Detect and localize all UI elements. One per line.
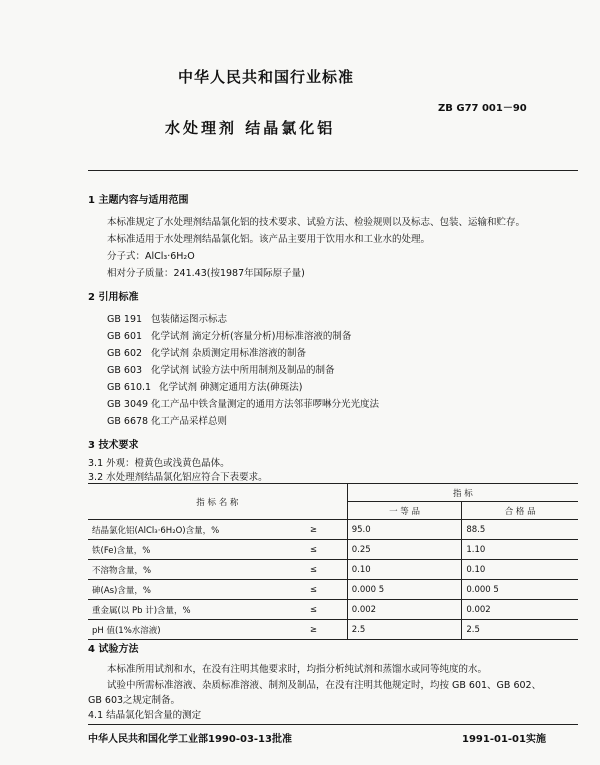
first-grade-value: 0.002 xyxy=(347,600,462,620)
item-name: 铁(Fe)含量，% xyxy=(88,540,280,560)
section-3-heading: 3 技术要求 xyxy=(88,440,139,451)
approval-statement: 中华人民共和国化学工业部1990-03-13批准 xyxy=(88,734,292,745)
column-index-header: 指 标 xyxy=(347,484,578,502)
document-title: 水处理剂 结晶氯化铝 xyxy=(165,119,336,137)
first-grade-value: 0.25 xyxy=(347,540,462,560)
reference-text: 化工产品采样总则 xyxy=(151,416,228,427)
specification-table xyxy=(88,483,578,640)
reference-item xyxy=(107,328,351,342)
qualified-value: 2.5 xyxy=(462,620,578,640)
reference-item xyxy=(107,362,335,376)
standard-heading: 中华人民共和国行业标准 xyxy=(178,68,355,86)
grade-first-header: 一 等 品 xyxy=(347,502,462,520)
comparison-operator: ≤ xyxy=(280,540,347,560)
reference-code: GB 610.1 xyxy=(107,382,152,393)
qualified-value: 1.10 xyxy=(462,540,578,560)
comparison-operator: ≥ xyxy=(280,620,347,640)
reference-text: 化工产品中铁含量测定的通用方法邻菲啰啉分光光度法 xyxy=(151,399,380,410)
reference-item xyxy=(107,413,227,427)
item-name: 结晶氯化铝(AlCl₃·6H₂O)含量，% xyxy=(88,520,280,540)
first-grade-value: 95.0 xyxy=(347,520,462,540)
reference-text: 化学试剂 杂质测定用标准溶液的制备 xyxy=(151,348,307,359)
reference-item xyxy=(107,345,306,359)
reference-code: GB 601 xyxy=(107,331,143,342)
comparison-operator: ≤ xyxy=(280,580,347,600)
reference-code: GB 603 xyxy=(107,365,143,376)
first-grade-value: 0.10 xyxy=(347,560,462,580)
section-2-heading: 2 引用标准 xyxy=(88,292,139,303)
item-name: 不溶物含量，% xyxy=(88,560,280,580)
table-row xyxy=(88,620,578,640)
table-row xyxy=(88,580,578,600)
reference-item xyxy=(107,379,302,393)
item-name: pH 值(1%水溶液) xyxy=(88,620,280,640)
section-4-para-2: 试验中所需标准溶液、杂质标准溶液、制剂及制品，在没有注明其他规定时，均按 GB 601、GB 602、 xyxy=(107,680,542,691)
reference-item xyxy=(107,396,379,410)
first-grade-value: 2.5 xyxy=(347,620,462,640)
section-4-heading: 4 试验方法 xyxy=(88,644,139,655)
qualified-value: 0.000 5 xyxy=(462,580,578,600)
qualified-value: 0.10 xyxy=(462,560,578,580)
first-grade-value: 0.000 5 xyxy=(347,580,462,600)
reference-text: 包装储运图示标志 xyxy=(151,314,228,325)
title-divider xyxy=(88,170,578,171)
section-4-1: 4.1 结晶氯化铝含量的测定 xyxy=(88,710,202,721)
item-name: 砷(As)含量，% xyxy=(88,580,280,600)
section-1-para-2: 本标准适用于水处理剂结晶氯化铝。该产品主要用于饮用水和工业水的处理。 xyxy=(107,234,431,245)
molecular-mass: 相对分子质量：241.43(按1987年国际原子量) xyxy=(107,268,305,279)
molecular-formula: 分子式：AlCl₃·6H₂O xyxy=(107,251,195,262)
section-1-heading: 1 主题内容与适用范围 xyxy=(88,195,189,206)
item-name: 重金属(以 Pb 计)含量，% xyxy=(88,600,280,620)
reference-text: 化学试剂 滴定分析(容量分析)用标准溶液的制备 xyxy=(151,331,352,342)
footer-divider xyxy=(88,724,578,725)
reference-text: 化学试剂 试验方法中所用制剂及制品的制备 xyxy=(151,365,335,376)
grade-qualified-header: 合 格 品 xyxy=(462,502,578,520)
reference-text: 化学试剂 砷测定通用方法(砷斑法) xyxy=(159,382,303,393)
table-row xyxy=(88,520,578,540)
section-3-1: 3.1 外观：橙黄色或浅黄色晶体。 xyxy=(88,458,230,469)
effective-date: 1991-01-01实施 xyxy=(462,734,546,745)
section-4-para-1: 本标准所用试剂和水，在没有注明其他要求时，均指分析纯试剂和蒸馏水或同等纯度的水。 xyxy=(107,664,488,675)
reference-code: GB 3049 xyxy=(107,399,149,410)
reference-code: GB 191 xyxy=(107,314,143,325)
table-row xyxy=(88,540,578,560)
reference-code: GB 602 xyxy=(107,348,143,359)
section-1-para-1: 本标准规定了水处理剂结晶氯化铝的技术要求、试验方法、检验规则以及标志、包装、运输和贮存。 xyxy=(107,217,526,228)
comparison-operator: ≤ xyxy=(280,560,347,580)
qualified-value: 88.5 xyxy=(462,520,578,540)
column-name-header: 指 标 名 称 xyxy=(88,484,347,520)
section-3-2: 3.2 水处理剂结晶氯化铝应符合下表要求。 xyxy=(88,472,268,483)
qualified-value: 0.002 xyxy=(462,600,578,620)
table-row xyxy=(88,560,578,580)
standard-code: ZB G77 001－90 xyxy=(438,103,527,114)
table-row xyxy=(88,600,578,620)
comparison-operator: ≥ xyxy=(280,520,347,540)
comparison-operator: ≤ xyxy=(280,600,347,620)
reference-code: GB 6678 xyxy=(107,416,149,427)
section-4-para-3: GB 603之规定制备。 xyxy=(88,695,181,706)
reference-item xyxy=(107,311,227,325)
table-header-row xyxy=(88,484,578,502)
